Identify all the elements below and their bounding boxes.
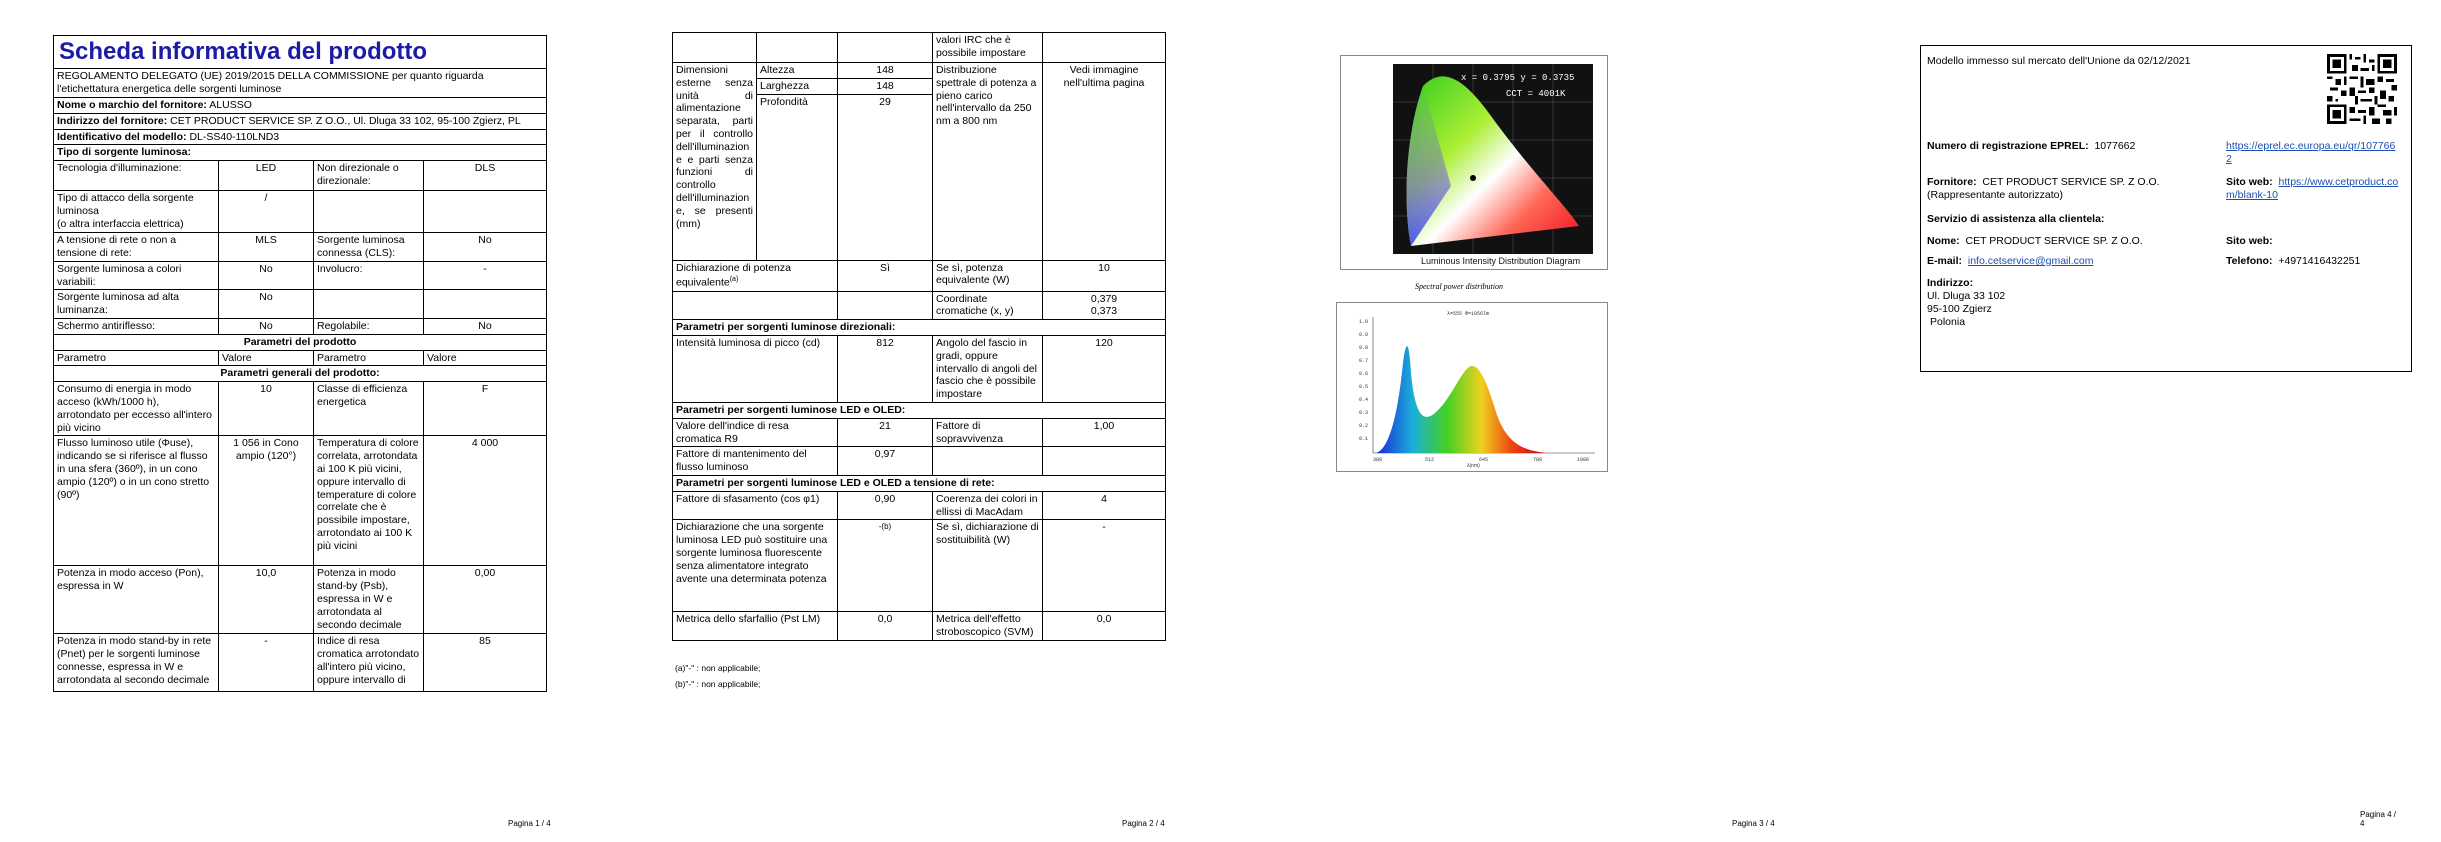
svm-label: Metrica dell'effetto stroboscopico (SVM) xyxy=(933,612,1043,641)
page-title: Scheda informativa del prodotto xyxy=(59,38,428,65)
equiv-power-value: 10 xyxy=(1043,260,1166,291)
phone-value: +4971416432251 xyxy=(2278,255,2361,267)
equiv-power-label: Se sì, potenza equivalente (W) xyxy=(933,260,1043,291)
spd-x-label: λ(nm) xyxy=(1467,463,1480,469)
service-email xyxy=(1927,255,2093,267)
standby-power-label: Potenza in modo stand-by (Psb), espressa in W e arrotondata al secondo decimale xyxy=(314,566,424,634)
table-row xyxy=(54,290,547,319)
equiv-power-declaration-value: Sì xyxy=(838,260,933,291)
cct-value: 4 000 xyxy=(424,436,547,566)
empty-cell xyxy=(314,290,424,319)
mains-params-heading: Parametri per sorgenti luminose LED e OLED a tensione di rete: xyxy=(673,476,1166,492)
r9-label: Valore dell'indice di resa cromatica R9 xyxy=(673,418,838,447)
params-heading: Parametri del prodotto xyxy=(54,334,547,350)
general-params-heading: Parametri generali del prodotto: xyxy=(54,366,547,382)
dimmable-value: No xyxy=(424,318,547,334)
networked-standby-value: - xyxy=(219,634,314,692)
energy-consumption-value: 10 xyxy=(219,382,314,436)
table-row xyxy=(54,436,547,566)
useful-flux-value: 1 056 in Cono ampio (120°) xyxy=(219,436,314,566)
depth-value: 29 xyxy=(838,94,933,260)
lumen-maintenance-label: Fattore di mantenimento del flusso luminoso xyxy=(673,447,838,476)
displacement-factor-value: 0,90 xyxy=(838,491,933,520)
eprel-link[interactable]: https://eprel.ec.europa.eu/qr/1077662 xyxy=(2226,140,2396,165)
table-row xyxy=(54,382,547,436)
svg-text:0.7: 0.7 xyxy=(1359,358,1369,364)
spd-curve xyxy=(1375,346,1547,453)
table-row xyxy=(54,261,547,290)
cie-diagram xyxy=(1340,55,1608,270)
high-luminance-value: No xyxy=(219,290,314,319)
substitution-label: Se sì, dichiarazione di sostituibilità (W) xyxy=(933,520,1043,612)
table-row xyxy=(673,260,1166,291)
service-name-value: CET PRODUCT SERVICE SP. Z O.O. xyxy=(1965,235,2143,247)
spd-value: Vedi immagine nell'ultima pagina xyxy=(1043,63,1166,261)
beam-angle-label: Angolo del fascio in gradi, oppure intervallo di angoli del fascio che è possibile impostare xyxy=(933,336,1043,403)
svg-text:0.9: 0.9 xyxy=(1359,332,1369,338)
market-date: Modello immesso sul mercato dell'Unione da 02/12/2021 xyxy=(1927,55,2191,67)
empty-cell xyxy=(314,191,424,233)
equiv-power-declaration-label: Dichiarazione di potenza equivalente$^{(a)}$ xyxy=(673,260,838,291)
cie-cct: CCT = 4001K xyxy=(1506,89,1566,99)
page-number: Pagina 1 / 4 xyxy=(508,819,551,828)
table-row xyxy=(673,447,1166,476)
svg-text:780: 780 xyxy=(1533,457,1543,463)
mains-value: MLS xyxy=(219,233,314,262)
cri-value: 85 xyxy=(424,634,547,692)
service-phone xyxy=(2226,255,2360,267)
page-number: Pagina 2 / 4 xyxy=(1122,819,1165,828)
anti-glare-value: No xyxy=(219,318,314,334)
svg-text:0.3: 0.3 xyxy=(1359,410,1369,416)
col-header-param: Parametro xyxy=(54,350,219,366)
cri-range-continuation: valori IRC che è possibile impostare xyxy=(933,33,1043,63)
height-label: Altezza xyxy=(757,63,838,79)
service-website xyxy=(2226,235,2273,247)
service-name-label: Nome: xyxy=(1927,235,1960,247)
chroma-coords-label: Coordinate cromatiche (x, y) xyxy=(933,291,1043,320)
table-row xyxy=(673,612,1166,641)
product-sheet-table-p2 xyxy=(672,32,1166,641)
regulation-title: REGOLAMENTO DELEGATO (UE) 2019/2015 DELLA COMMISSIONE xyxy=(57,70,390,82)
led-params-heading: Parametri per sorgenti luminose LED e OLED: xyxy=(673,403,1166,419)
email-link[interactable]: info.cetservice@gmail.com xyxy=(1967,255,2094,267)
lumen-maintenance-value: 0,97 xyxy=(838,447,933,476)
supplier-address: CET PRODUCT SERVICE SP. Z O.O., Ul. Dluga 33 102, 95-100 Zgierz, PL xyxy=(170,114,521,127)
website-label: Sito web: xyxy=(2226,176,2273,188)
address-line: Polonia xyxy=(1930,316,1966,328)
page-1 xyxy=(0,0,560,842)
svm-value: 0,0 xyxy=(1043,612,1166,641)
survival-factor-value: 1,00 xyxy=(1043,418,1166,447)
address-line: 95-100 Zgierz xyxy=(1927,303,1992,315)
survival-factor-label: Fattore di sopravvivenza xyxy=(933,418,1043,447)
envelope-label: Involucro: xyxy=(314,261,424,290)
col-header-value: Valore xyxy=(219,350,314,366)
cie-diagram-svg xyxy=(1341,56,1607,269)
peak-intensity-value: 812 xyxy=(838,336,933,403)
spd-chart xyxy=(1336,302,1608,472)
website-link[interactable]: https://www.cetproduct.com/blank-10 xyxy=(2226,176,2399,201)
page-4 xyxy=(1840,0,2400,842)
table-header-row xyxy=(54,350,547,366)
table-row xyxy=(673,336,1166,403)
page-number: Pagina 4 / 4 xyxy=(2360,810,2397,828)
qr-code-svg xyxy=(2327,54,2397,124)
peak-intensity-label: Intensità luminosa di picco (cd) xyxy=(673,336,838,403)
cap-type-label: Tipo di attacco della sorgente luminosa (o altra interfaccia elettrica) xyxy=(54,191,219,233)
replacement-claim-label: Dichiarazione che una sorgente luminosa LED può sostituire una sorgente luminosa fluorescente senza alimentatore integrato avente una determinata potenza xyxy=(673,520,838,612)
svg-text:1.0: 1.0 xyxy=(1359,319,1369,325)
efficiency-class-label: Classe di efficienza energetica xyxy=(314,382,424,436)
high-luminance-label: Sorgente luminosa ad alta luminanza: xyxy=(54,290,219,319)
svg-text:512: 512 xyxy=(1425,457,1435,463)
table-row xyxy=(54,191,547,233)
svg-text:645: 645 xyxy=(1479,457,1489,463)
svg-text:0.1: 0.1 xyxy=(1359,436,1369,442)
lighting-technology-label: Tecnologia d'illuminazione: xyxy=(54,161,219,191)
svg-text:0.4: 0.4 xyxy=(1359,397,1369,403)
colour-tunable-label: Sorgente luminosa a colori variabili: xyxy=(54,261,219,290)
email-label: E-mail: xyxy=(1927,255,1963,267)
reg-number-label: Numero di registrazione EPREL: xyxy=(1927,140,2089,152)
table-row xyxy=(54,233,547,262)
table-row xyxy=(673,63,1166,79)
table-row xyxy=(673,418,1166,447)
on-mode-power-label: Potenza in modo acceso (Pon), espressa in W xyxy=(54,566,219,634)
svg-text:0.5: 0.5 xyxy=(1359,384,1369,390)
mains-label: A tensione di rete o non a tensione di rete: xyxy=(54,233,219,262)
table-row xyxy=(673,520,1166,612)
footnote-a: (a)"-" : non applicabile; xyxy=(675,663,761,673)
reg-number-value: 1077662 xyxy=(2094,140,2136,152)
flicker-label: Metrica dello sfarfallio (Pst LM) xyxy=(673,612,838,641)
type-heading: Tipo di sorgente luminosa: xyxy=(54,145,547,161)
supplier-name-label: Nome o marchio del fornitore: xyxy=(57,99,207,111)
footnote-b: (b)"-" : non applicabile; xyxy=(675,679,761,689)
spd-chart-svg xyxy=(1337,303,1607,471)
svg-text:1000: 1000 xyxy=(1577,457,1590,463)
displacement-factor-label: Fattore di sfasamento (cos φ1) xyxy=(673,491,838,520)
page-2 xyxy=(610,0,1170,842)
connected-value: No xyxy=(424,233,547,262)
dimmable-label: Regolabile: xyxy=(314,318,424,334)
customer-service-heading: Servizio di assistenza alla clientela: xyxy=(1927,213,2105,225)
service-website-label: Sito web: xyxy=(2226,235,2273,247)
cct-label: Temperatura di colore correlata, arrotondata ai 100 K più vicini, oppure intervallo di temperature di colore correlate che è possibile impostare, arrotondato ai 100 K più vicini xyxy=(314,436,424,566)
phone-label: Telefono: xyxy=(2226,255,2273,267)
supplier-value: CET PRODUCT SERVICE SP. Z O.O. (Rappresentante autorizzato) xyxy=(1927,176,2160,201)
spd-x-ticks xyxy=(1373,457,1589,463)
width-label: Larghezza xyxy=(757,78,838,94)
table-row xyxy=(673,291,1166,320)
table-row xyxy=(54,566,547,634)
macadam-value: 4 xyxy=(1043,491,1166,520)
directional-label: Non direzionale o direzionale: xyxy=(314,161,424,191)
col-header-param: Parametro xyxy=(314,350,424,366)
table-row xyxy=(54,161,547,191)
page-3 xyxy=(1220,0,1780,842)
envelope-value: - xyxy=(424,261,547,290)
spd-header: λ=555 Φ=1056lm xyxy=(1447,311,1490,317)
width-value: 148 xyxy=(838,78,933,94)
flicker-value: 0,0 xyxy=(838,612,933,641)
supplier-label: Fornitore: xyxy=(1927,176,1977,188)
model-label: Identificativo del modello: xyxy=(57,130,187,143)
on-mode-power-value: 10,0 xyxy=(219,566,314,634)
macadam-label: Coerenza dei colori in ellissi di MacAdam xyxy=(933,491,1043,520)
svg-text:0.8: 0.8 xyxy=(1359,345,1369,351)
cie-header: x = 0.3795 y = 0.3735 xyxy=(1461,73,1575,83)
address-label: Indirizzo: xyxy=(1927,277,1974,289)
spd-y-ticks xyxy=(1359,319,1368,442)
chroma-coords-value: 0,379 0,373 xyxy=(1043,291,1166,320)
r9-value: 21 xyxy=(838,418,933,447)
svg-text:0.6: 0.6 xyxy=(1359,371,1369,377)
svg-text:380: 380 xyxy=(1373,457,1383,463)
depth-label: Profondità xyxy=(757,94,838,260)
address-line: Ul. Dluga 33 102 xyxy=(1927,290,2006,302)
empty-cell xyxy=(424,290,547,319)
page-number: Pagina 3 / 4 xyxy=(1732,819,1775,828)
beam-angle-value: 120 xyxy=(1043,336,1166,403)
regulation-description: per quanto riguarda l'etichettatura energetica delle sorgenti luminose xyxy=(57,70,484,95)
service-name xyxy=(1927,235,2143,247)
substitution-value: - xyxy=(1043,520,1166,612)
useful-flux-label: Flusso luminoso utile (Φuse), indicando se si riferisce al flusso in una sfera (360º), in un cono ampio (120º) o in un cono stretto (90º) xyxy=(54,436,219,566)
supplier-address-label: Indirizzo del fornitore: xyxy=(57,114,168,127)
energy-consumption-label: Consumo di energia in modo acceso (kWh/1000 h), arrotondato per eccesso all'intero più vicino xyxy=(54,382,219,436)
reg-number xyxy=(1927,140,2135,152)
directional-params-heading: Parametri per sorgenti luminose direzionali: xyxy=(673,320,1166,336)
qr-code xyxy=(2327,54,2397,124)
empty-cell xyxy=(424,191,547,233)
spd-caption: Spectral power distribution xyxy=(1415,282,1503,291)
address-block xyxy=(1927,277,2005,329)
svg-text:0.2: 0.2 xyxy=(1359,423,1369,429)
product-sheet-table-p1 xyxy=(53,35,547,692)
spd-label: Distribuzione spettrale di potenza a pieno carico nell'intervallo da 250 nm a 800 nm xyxy=(933,63,1043,261)
cap-type-value: / xyxy=(219,191,314,233)
website-block xyxy=(2226,176,2401,202)
cie-point xyxy=(1470,175,1476,181)
efficiency-class-value: F xyxy=(424,382,547,436)
connected-label: Sorgente luminosa connessa (CLS): xyxy=(314,233,424,262)
cri-label: Indice di resa cromatica arrotondato all'intero più vicino, oppure intervallo di xyxy=(314,634,424,692)
cie-caption: Luminous Intensity Distribution Diagram xyxy=(1421,256,1581,266)
supplier-block xyxy=(1927,176,2212,202)
supplier-name: ALUSSO xyxy=(209,99,252,111)
replacement-claim-value: -(b) xyxy=(838,520,933,612)
dimensions-label: Dimensioni esterne senza unità di alimentazione separata, parti per il controllo dell'illuminazione e parti senza funzioni di controllo dell'illuminazione, se presenti (mm) xyxy=(673,63,757,261)
table-row xyxy=(54,634,547,692)
directional-value: DLS xyxy=(424,161,547,191)
model-identifier: DL-SS40-110LND3 xyxy=(189,130,280,143)
standby-power-value: 0,00 xyxy=(424,566,547,634)
anti-glare-label: Schermo antiriflesso: xyxy=(54,318,219,334)
table-row xyxy=(673,491,1166,520)
table-row xyxy=(54,318,547,334)
col-header-value: Valore xyxy=(424,350,547,366)
networked-standby-label: Potenza in modo stand-by in rete (Pnet) per le sorgenti luminose connesse, espressa in W e arrotondata al secondo decimale xyxy=(54,634,219,692)
height-value: 148 xyxy=(838,63,933,79)
lighting-technology-value: LED xyxy=(219,161,314,191)
colour-tunable-value: No xyxy=(219,261,314,290)
